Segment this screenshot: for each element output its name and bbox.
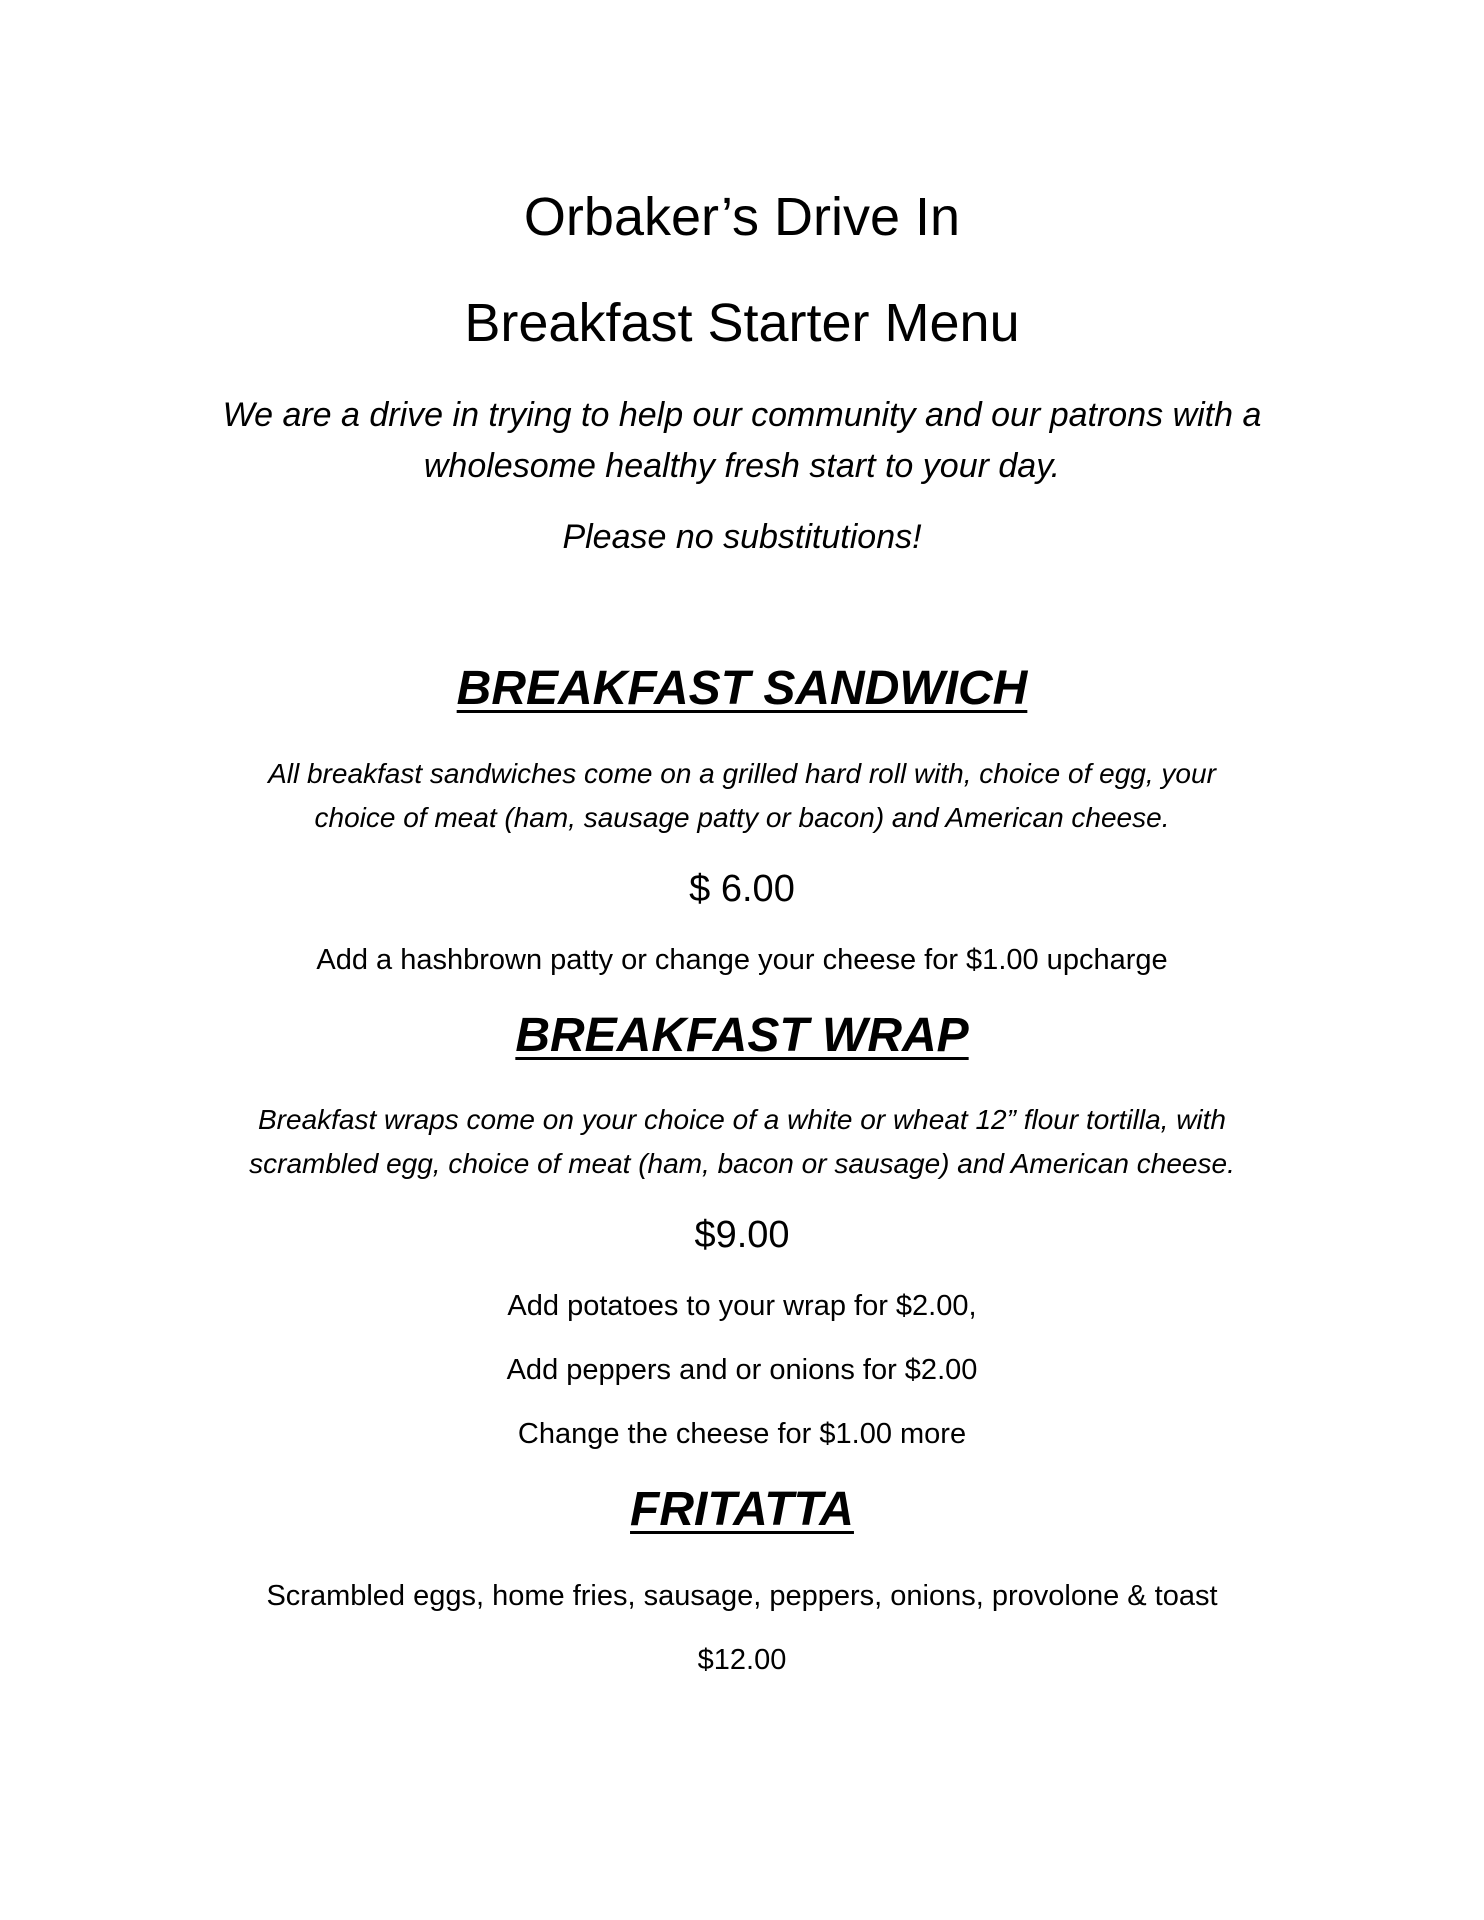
wrap-addon-peppers-onions: Add peppers and or onions for $2.00	[506, 1354, 978, 1386]
section-heading-breakfast-wrap: BREAKFAST WRAP	[515, 1009, 969, 1062]
fritatta-price: $12.00	[697, 1644, 787, 1676]
menu-title: Breakfast Starter Menu	[464, 293, 1020, 353]
wrap-description-line-2: scrambled egg, choice of meat (ham, bacon or sausage) and American cheese.	[249, 1148, 1235, 1179]
wrap-description-line-1: Breakfast wraps come on your choice of a white or wheat 12” flour tortilla, with	[258, 1104, 1226, 1135]
intro-text-line-1: We are a drive in trying to help our community and our patrons with a	[222, 396, 1262, 434]
section-heading-breakfast-sandwich: BREAKFAST SANDWICH	[456, 662, 1028, 715]
wrap-addon-cheese: Change the cheese for $1.00 more	[517, 1418, 967, 1450]
intro-text-line-2: wholesome healthy fresh start to your day.	[423, 447, 1061, 485]
restaurant-name: Orbaker’s Drive In	[523, 187, 961, 247]
sandwich-upcharge-note: Add a hashbrown patty or change your cheese for $1.00 upcharge	[316, 944, 1168, 976]
fritatta-description: Scrambled eggs, home fries, sausage, peppers, onions, provolone & toast	[266, 1580, 1218, 1612]
sandwich-description-line-2: choice of meat (ham, sausage patty or bacon) and American cheese.	[314, 802, 1170, 833]
sandwich-price: $ 6.00	[689, 868, 795, 910]
wrap-addon-potatoes: Add potatoes to your wrap for $2.00,	[507, 1290, 977, 1322]
section-heading-fritatta: FRITATTA	[630, 1483, 854, 1536]
no-substitutions-notice: Please no substitutions!	[562, 518, 922, 556]
wrap-price: $9.00	[694, 1214, 790, 1256]
sandwich-description-line-1: All breakfast sandwiches come on a grilled hard roll with, choice of egg, your	[268, 758, 1216, 789]
